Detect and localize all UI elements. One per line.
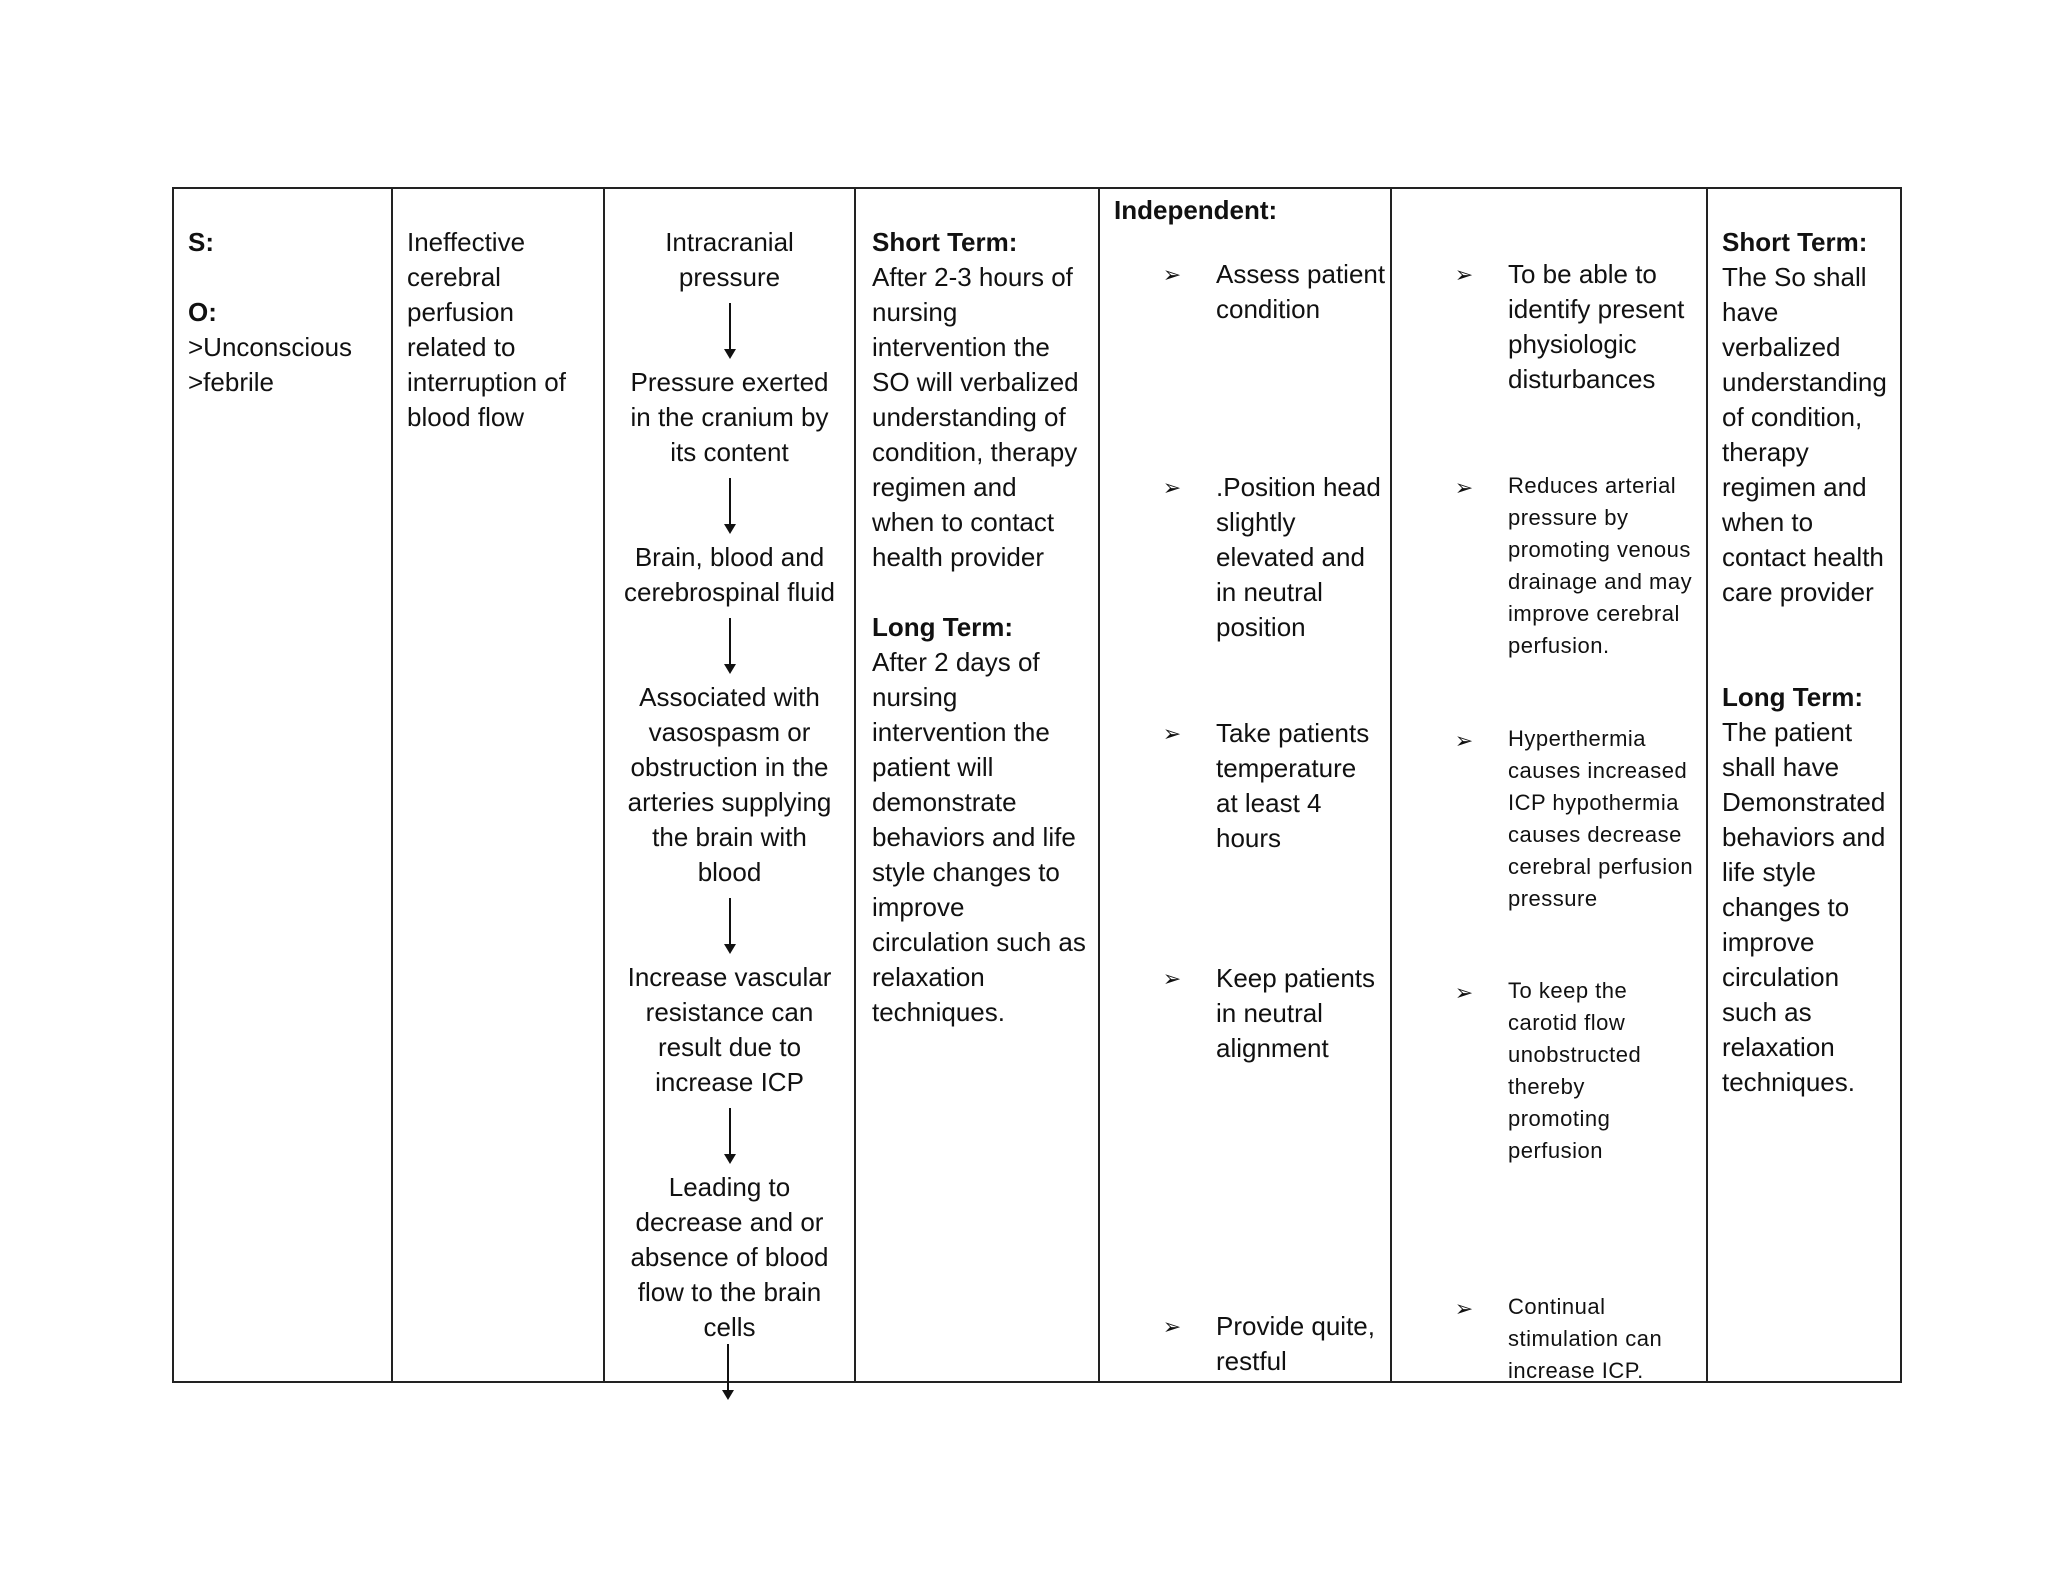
- diagnosis-line: related to: [407, 332, 516, 362]
- arrow-bullet-icon: ➢: [1454, 1296, 1474, 1321]
- evaluation-column: [1708, 189, 1904, 1381]
- arrow-bullet-icon: ➢: [1162, 721, 1182, 746]
- diagnosis-line: Ineffective: [407, 227, 526, 257]
- evaluation-line: Demonstrated: [1722, 787, 1886, 817]
- evaluation-line: improve: [1722, 927, 1815, 957]
- objective-line: health provider: [872, 542, 1044, 572]
- long-term-label: Long Term:: [1722, 682, 1864, 712]
- objective-line: intervention the: [872, 332, 1050, 362]
- evaluation-line: contact health: [1722, 542, 1884, 572]
- evaluation-line: regimen and: [1722, 472, 1867, 502]
- evaluation-line: verbalized: [1722, 332, 1841, 362]
- pathophysiology-column: [605, 189, 856, 1381]
- objective-line: behaviors and life: [872, 822, 1076, 852]
- evaluation-line: such as: [1722, 997, 1812, 1027]
- objective-line: regimen and: [872, 472, 1017, 502]
- evaluation-line: when to: [1722, 507, 1814, 537]
- objective-line: understanding of: [872, 402, 1066, 432]
- arrow-bullet-icon: ➢: [1454, 475, 1474, 500]
- evaluation-line: of condition,: [1722, 402, 1863, 432]
- evaluation-line: changes to: [1722, 892, 1850, 922]
- flow-step: Increase vascular resistance can result due to increase ICP: [627, 962, 832, 1097]
- arrow-bullet-icon: ➢: [1454, 728, 1474, 753]
- objective-line: demonstrate: [872, 787, 1017, 817]
- objective-line: circulation such as: [872, 927, 1086, 957]
- intervention-item: ➢ .Position head slightly elevated and in neutral position: [1100, 470, 1390, 645]
- evaluation-line: life style: [1722, 857, 1816, 887]
- intervention-item: ➢ Keep patients in neutral alignment: [1100, 961, 1390, 1066]
- intervention-item: ➢ Take patients temperature at least 4 hours: [1100, 716, 1390, 856]
- arrow-bullet-icon: ➢: [1454, 980, 1474, 1005]
- objective-line: improve: [872, 892, 965, 922]
- flow-step: Leading to decrease and or absence of blood flow to the brain cells: [630, 1172, 829, 1342]
- independent-heading: Independent:: [1114, 195, 1278, 225]
- interventions-column: [1100, 189, 1392, 1381]
- evaluation-line: behaviors and: [1722, 822, 1886, 852]
- objectives-column: [856, 189, 1100, 1381]
- rationale-item: ➢ Reduces arterial pressure by promoting venous drainage and may improve cerebral perfusion.: [1392, 470, 1706, 662]
- rationale-item: ➢ Continual stimulation can increase ICP.: [1392, 1291, 1706, 1387]
- evaluation-line: shall have: [1722, 752, 1840, 782]
- evaluation-line: understanding: [1722, 367, 1887, 397]
- objective-line: techniques.: [872, 997, 1005, 1027]
- evaluation-line: The patient: [1722, 717, 1853, 747]
- diagnosis-line: perfusion: [407, 297, 514, 327]
- arrow-bullet-icon: ➢: [1162, 1314, 1182, 1339]
- objective-label: O:: [188, 297, 217, 327]
- objective-cue: >febrile: [188, 367, 274, 397]
- objective-line: when to contact: [872, 507, 1055, 537]
- subjective-label: S:: [188, 227, 214, 257]
- flow-step: Pressure exerted in the cranium by its content: [630, 367, 829, 467]
- short-term-label: Short Term:: [1722, 227, 1868, 257]
- rationale-item: ➢ To keep the carotid flow unobstructed thereby promoting perfusion: [1392, 975, 1706, 1167]
- objective-line: nursing: [872, 682, 958, 712]
- diagnosis-line: interruption of: [407, 367, 566, 397]
- objective-line: relaxation: [872, 962, 985, 992]
- intervention-item: ➢ Provide quite, restful: [1100, 1309, 1390, 1379]
- down-arrow-icon: [723, 478, 737, 534]
- diagnosis-line: blood flow: [407, 402, 525, 432]
- objective-line: style changes to: [872, 857, 1060, 887]
- down-arrow-icon: [723, 1108, 737, 1164]
- evaluation-line: have: [1722, 297, 1779, 327]
- rationale-item: ➢ To be able to identify present physiologic disturbances: [1392, 257, 1706, 397]
- down-arrow-icon: [723, 618, 737, 674]
- down-arrow-icon: [723, 303, 737, 359]
- short-term-label: Short Term:: [872, 227, 1018, 257]
- flow-step: Intracranial pressure: [665, 227, 794, 292]
- rationale-item: ➢ Hyperthermia causes increased ICP hypothermia causes decrease cerebral perfusion pressure: [1392, 723, 1706, 915]
- objective-cue: >Unconscious: [188, 332, 353, 362]
- objective-line: After 2-3 hours of: [872, 262, 1073, 292]
- diagnosis-column: [393, 189, 605, 1381]
- down-arrow-icon: [723, 898, 737, 954]
- down-arrow-icon: [721, 1344, 735, 1400]
- long-term-label: Long Term:: [872, 612, 1014, 642]
- flow-step: Associated with vasospasm or obstruction in the arteries supplying the brain with blood: [627, 682, 832, 887]
- arrow-bullet-icon: ➢: [1162, 475, 1182, 500]
- objective-line: condition, therapy: [872, 437, 1078, 467]
- intervention-item: ➢ Assess patient condition: [1100, 257, 1390, 327]
- diagnosis-line: cerebral: [407, 262, 501, 292]
- evaluation-line: relaxation: [1722, 1032, 1835, 1062]
- evaluation-line: The So shall: [1722, 262, 1867, 292]
- evaluation-line: techniques.: [1722, 1067, 1855, 1097]
- objective-line: patient will: [872, 752, 994, 782]
- arrow-bullet-icon: ➢: [1162, 966, 1182, 991]
- arrow-bullet-icon: ➢: [1162, 262, 1182, 287]
- evaluation-line: circulation: [1722, 962, 1840, 992]
- objective-line: nursing: [872, 297, 958, 327]
- arrow-bullet-icon: ➢: [1454, 262, 1474, 287]
- care-plan-table: [172, 187, 1902, 1383]
- objective-line: SO will verbalized: [872, 367, 1079, 397]
- rationale-column: [1392, 189, 1708, 1381]
- objective-line: intervention the: [872, 717, 1050, 747]
- objective-line: After 2 days of: [872, 647, 1040, 677]
- assessment-column: [174, 189, 393, 1381]
- evaluation-line: care provider: [1722, 577, 1874, 607]
- flow-step: Brain, blood and cerebrospinal fluid: [623, 542, 835, 607]
- evaluation-line: therapy: [1722, 437, 1809, 467]
